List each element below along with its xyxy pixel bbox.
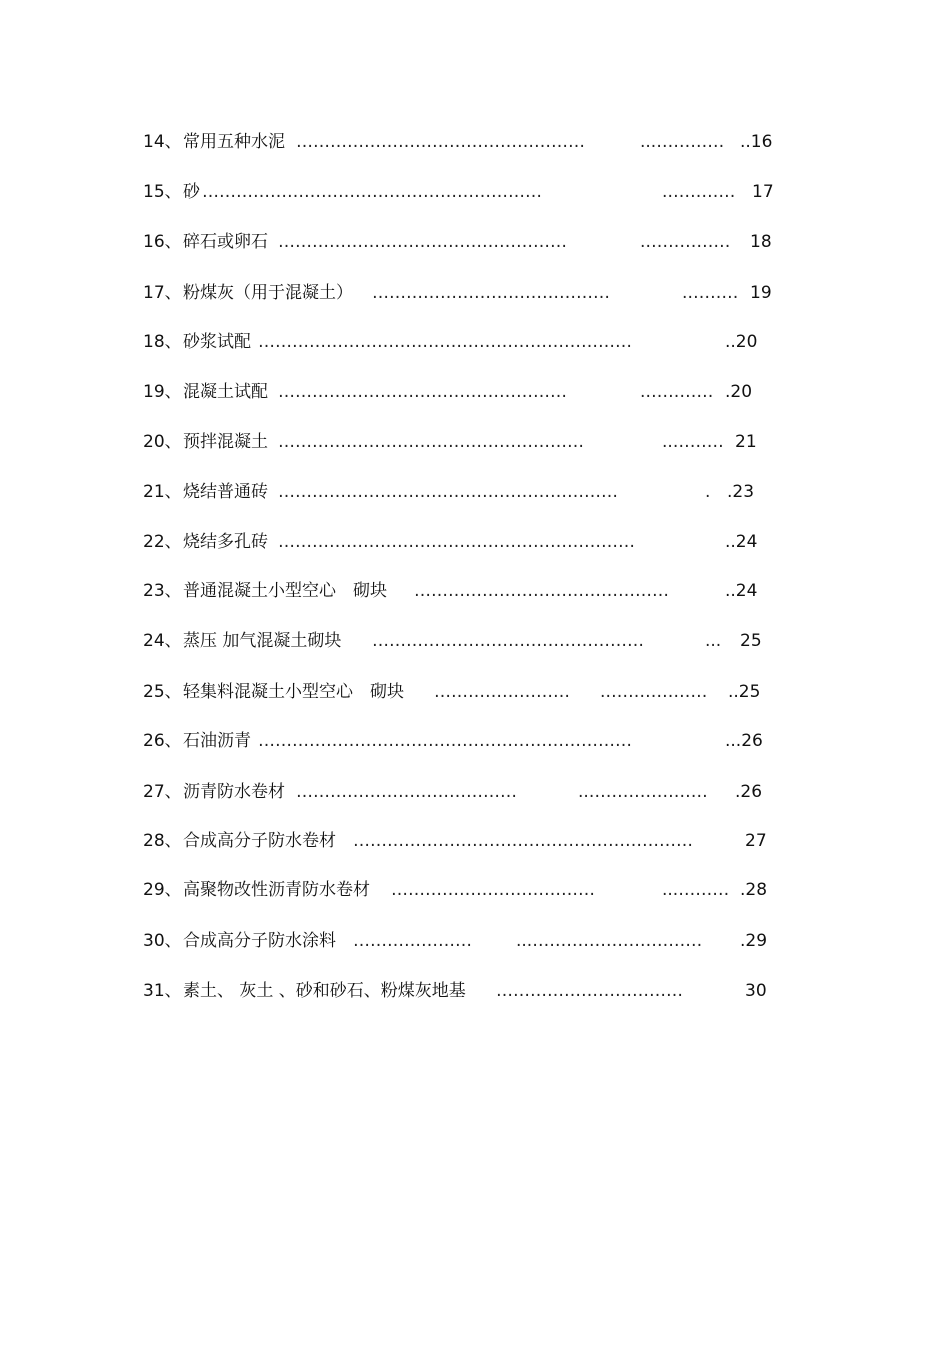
toc-page-number: 25 [740, 631, 762, 651]
toc-title: 烧结普通砖 [183, 482, 268, 502]
toc-leader: ………………………………………………………… [258, 332, 632, 352]
toc-number: 26、 [143, 731, 182, 751]
toc-leader: …………………………………… [372, 283, 610, 303]
toc-row [0, 180, 950, 204]
toc-row [0, 281, 950, 305]
toc-page-number: 27 [745, 831, 767, 851]
toc-number: 31、 [143, 981, 182, 1001]
toc-leader: .……………… [600, 682, 708, 702]
toc-row [0, 530, 950, 554]
toc-number: 30、 [143, 931, 182, 951]
toc-row [0, 780, 950, 804]
toc-number: 18、 [143, 332, 182, 352]
toc-title: 砂 [183, 182, 200, 202]
toc-leader: .………… [640, 382, 714, 402]
toc-row [0, 230, 950, 254]
toc-page-number: ..25 [728, 682, 761, 702]
toc-row [0, 430, 950, 454]
toc-title: 预拌混凝土 [183, 432, 268, 452]
toc-row [0, 629, 950, 653]
toc-leader: …………………………………………………… [278, 482, 618, 502]
toc-leader: ………………………………… [296, 782, 517, 802]
toc-page-number: ...26 [725, 731, 763, 751]
toc-page-number: ..20 [725, 332, 758, 352]
toc-leader: ...……… [662, 880, 730, 900]
toc-leader: .………… [662, 182, 736, 202]
toc-page-number: ..16 [740, 132, 773, 152]
toc-row [0, 480, 950, 504]
toc-leader: …………………… [434, 682, 570, 702]
toc-leader: ...………………………… [516, 931, 703, 951]
toc-leader: .……… [682, 283, 739, 303]
toc-title: 素土、 灰土 、砂和砂石、粉煤灰地基 [183, 981, 466, 1001]
toc-row [0, 680, 950, 704]
toc-leader: .…………… [640, 232, 731, 252]
toc-title: 沥青防水卷材 [183, 782, 285, 802]
toc-title: 蒸压 加气混凝土砌块 [183, 631, 342, 651]
toc-title: 普通混凝土小型空心 砌块 [183, 581, 387, 601]
toc-leader: ……………………………… [391, 880, 595, 900]
toc-leader: ………………………………………………………… [258, 731, 632, 751]
toc-title: 混凝土试配 [183, 382, 268, 402]
toc-leader: …………………………………………… [278, 382, 567, 402]
toc-page-number: 30 [745, 981, 767, 1001]
toc-title: 砂浆试配 [183, 332, 251, 352]
toc-title: 烧结多孔砖 [183, 532, 268, 552]
toc-number: 14、 [143, 132, 182, 152]
toc-page-number: 21 [735, 432, 757, 452]
toc-number: 28、 [143, 831, 182, 851]
toc-row [0, 979, 950, 1003]
toc-row [0, 729, 950, 753]
toc-row [0, 130, 950, 154]
toc-row [0, 878, 950, 902]
toc-leader: ……………………………………………… [278, 432, 584, 452]
toc-number: 25、 [143, 682, 182, 702]
toc-number: 16、 [143, 232, 182, 252]
toc-page-number: 18 [750, 232, 772, 252]
toc-leader: ………………………………………… [372, 631, 644, 651]
toc-number: 29、 [143, 880, 182, 900]
toc-number: 19、 [143, 382, 182, 402]
toc-leader: ………………… [353, 931, 472, 951]
toc-page-number: ..24 [725, 581, 758, 601]
toc-row [0, 330, 950, 354]
toc-page-number: .26 [735, 782, 763, 802]
toc-number: 27、 [143, 782, 182, 802]
toc-page-number: 19 [750, 283, 772, 303]
toc-leader: ……………………………………………………… [278, 532, 635, 552]
toc-leader: ……………………………………… [414, 581, 669, 601]
toc-leader: ..………………… [578, 782, 708, 802]
toc-number: 22、 [143, 532, 182, 552]
toc-title: 轻集料混凝土小型空心 砌块 [183, 682, 404, 702]
toc-page-number: ..24 [725, 532, 758, 552]
toc-row [0, 829, 950, 853]
toc-leader: ..……… [662, 432, 724, 452]
toc-row [0, 579, 950, 603]
toc-title: 合成高分子防水涂料 [183, 931, 336, 951]
toc-title: 高聚物改性沥青防水卷材 [183, 880, 370, 900]
toc-leader: …………………………… [496, 981, 683, 1001]
toc-row [0, 929, 950, 953]
toc-page-number: .20 [725, 382, 753, 402]
toc-number: 20、 [143, 432, 182, 452]
toc-title: 粉煤灰（用于混凝土） [183, 283, 353, 303]
toc-leader: . [705, 482, 711, 502]
toc-number: 15、 [143, 182, 182, 202]
toc-leader: ...………… [640, 132, 725, 152]
toc-leader: …………………………………………………… [353, 831, 693, 851]
toc-page-number: .29 [740, 931, 768, 951]
toc-leader: …………………………………………………… [202, 182, 542, 202]
toc-title: 合成高分子防水卷材 [183, 831, 336, 851]
toc-number: 17、 [143, 283, 182, 303]
toc-leader: …………………………………………… [278, 232, 567, 252]
toc-number: 21、 [143, 482, 182, 502]
toc-leader: ... [705, 631, 722, 651]
toc-page-number: .28 [740, 880, 768, 900]
toc-leader: …………………………………………… [296, 132, 585, 152]
toc-page-number: .23 [727, 482, 755, 502]
toc-title: 石油沥青 [183, 731, 251, 751]
toc-number: 23、 [143, 581, 182, 601]
toc-row [0, 380, 950, 404]
toc-title: 常用五种水泥 [183, 132, 285, 152]
toc-number: 24、 [143, 631, 182, 651]
toc-page-number: 17 [752, 182, 774, 202]
toc-title: 碎石或卵石 [183, 232, 268, 252]
